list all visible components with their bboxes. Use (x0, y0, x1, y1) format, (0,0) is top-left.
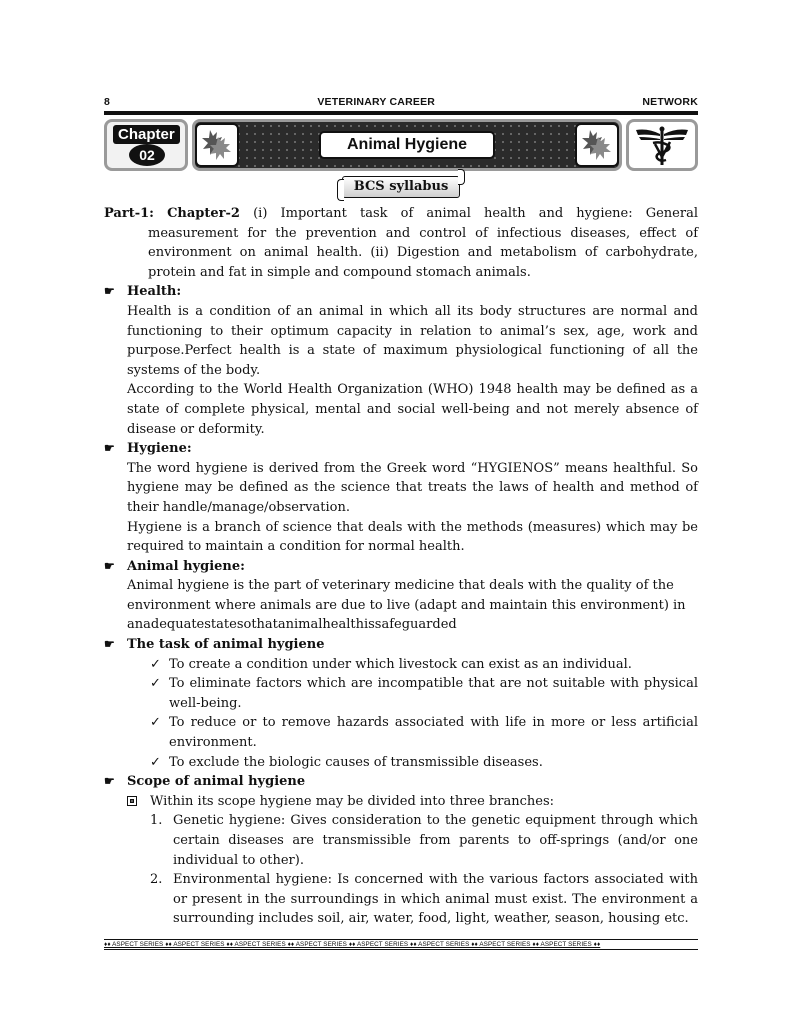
hygiene-paragraph: The word hygiene is derived from the Greek word “HYGIENOS” means healthful. So hygiene may be defined as the science that treats the laws of health and method of their handle/manage/observation. (127, 460, 698, 515)
check-icon: ✓ (150, 676, 161, 692)
header-rule (104, 111, 698, 115)
animal-hygiene-paragraph: Animal hygiene is the part of veterinary medicine that deals with the quality of the environment where animals are due to live (adapt and maintain this environment) in anadequatestatesothatanimalhealthissafeguarded (127, 578, 686, 633)
check-icon: ✓ (150, 754, 161, 770)
part-chapter-ref: Chapter-2 (167, 206, 240, 221)
section-heading-animal-hygiene: ☛ Animal hygiene: (104, 557, 698, 577)
document-page (104, 94, 698, 929)
hygiene-paragraph: Hygiene is a branch of science that deals with the methods (measures) which may be required to maintain a condition for normal health. (127, 519, 698, 555)
page-footer: ♦♦ ASPECT SERIES ♦♦ ASPECT SERIES ♦♦ ASPECT SERIES ♦♦ ASPECT SERIES ♦♦ ASPECT SERIES ♦♦ ASPECT SERIES ♦♦ ASPECT SERIES ♦♦ ASPECT SERIES ♦♦ (104, 939, 698, 950)
header-right-title: NETWORK (642, 96, 698, 108)
section-heading-scope: ☛ Scope of animal hygiene (104, 772, 698, 792)
chapter-title: Animal Hygiene (319, 131, 495, 159)
check-icon: ✓ (150, 715, 161, 731)
page-number: 8 (104, 96, 111, 108)
running-header (104, 94, 698, 108)
health-paragraph: According to the World Health Organization (WHO) 1948 health may be defined as a state of complete physical, mental and social well-being and not merely absence of disease or deformity. (127, 382, 698, 437)
pointing-hand-icon: ☛ (104, 284, 115, 299)
scope-branches-list (104, 811, 698, 929)
square-bullet-icon (127, 796, 137, 806)
section-heading-hygiene: ☛ Hygiene: (104, 439, 698, 459)
book-title: VETERINARY CAREER (317, 96, 436, 108)
chapter-number: 02 (129, 144, 165, 166)
list-item: ✓ To eliminate factors which are incompatible that are not suitable with physical well-being. (150, 676, 698, 711)
section-heading-health: ☛ Health: (104, 282, 698, 302)
list-item: ✓ To reduce or to remove hazards associated with life in more or less artificial environment. (150, 715, 698, 751)
pointing-hand-icon: ☛ (104, 774, 115, 789)
pointing-hand-icon: ☛ (104, 637, 115, 652)
section-heading-task: ☛ The task of animal hygiene (104, 635, 698, 655)
syllabus-tag: BCS syllabus (342, 176, 460, 198)
chapter-label: Chapter (113, 125, 180, 144)
pointing-hand-icon: ☛ (104, 441, 115, 456)
list-item: 2. Environmental hygiene: Is concerned with the various factors associated with or present in the surroundings in which animal must exist. The environment a surrounding includes soil, air, water, food, light, weather, season, housing etc. (150, 872, 698, 927)
task-list (104, 655, 698, 773)
syllabus-part (104, 204, 698, 282)
list-item: ✓ To exclude the biologic causes of transmissible diseases. (150, 753, 698, 773)
chapter-badge (104, 119, 188, 171)
pointing-hand-icon: ☛ (104, 558, 115, 573)
syllabus-tag-wrap (104, 176, 698, 202)
scope-intro: Within its scope hygiene may be divided into three branches: (104, 792, 698, 812)
part-label: Part-1: (104, 206, 154, 221)
maple-leaf-icon (195, 123, 239, 167)
maple-leaf-icon (575, 123, 619, 167)
check-icon: ✓ (150, 656, 161, 672)
veterinary-caduceus-icon (626, 119, 698, 171)
chapter-title-strip (192, 119, 622, 171)
list-item: 1. Genetic hygiene: Gives consideration to the genetic equipment through which certain diseases are transmissible from parents to off-springs (and/or one individual to other). (150, 813, 698, 868)
part-text: (i) Important task of animal health and hygiene: General measurement for the prevention and control of infectious diseases, effect of environment on animal health. (ii) Digestion and metabolism of carbohydrate, protein and fat in simple and compound stomach animals. (148, 206, 698, 280)
chapter-banner (104, 119, 698, 171)
list-item: ✓ To create a condition under which livestock can exist as an individual. (150, 655, 698, 675)
health-paragraph: Health is a condition of an animal in which all its body structures are normal and functioning to their optimum capacity in relation to animal’s sex, age, work and purpose.Perfect health is a state of maximum physiological functioning of all the systems of the body. (127, 303, 698, 378)
